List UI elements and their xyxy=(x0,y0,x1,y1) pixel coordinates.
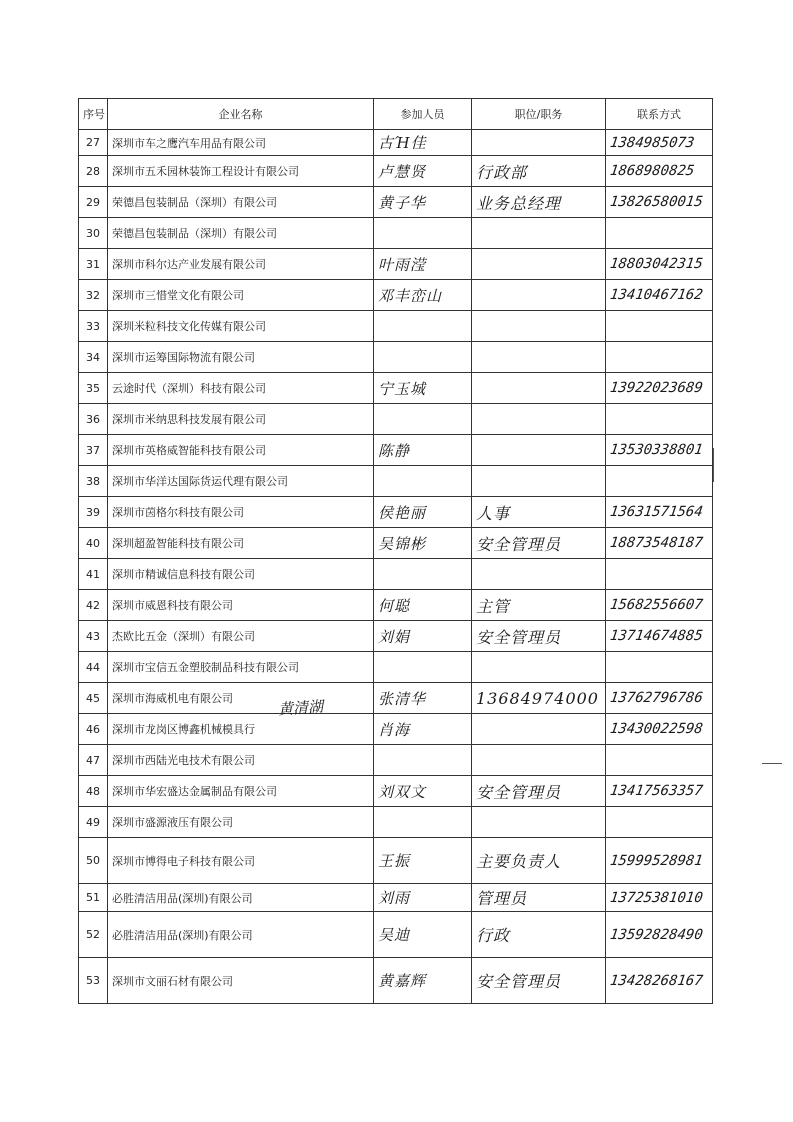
company-name: 深圳市威恩科技有限公司 xyxy=(108,590,374,621)
row-number: 35 xyxy=(79,373,108,404)
attendee-signature-cell xyxy=(374,621,472,652)
contact-phone-handwritten-cell xyxy=(606,528,713,559)
attendee-signature-cell xyxy=(374,342,472,373)
attendee-signature: 陈静 xyxy=(378,441,411,460)
company-name: 深圳米粒科技文化传媒有限公司 xyxy=(108,311,374,342)
header-attendee: 参加人员 xyxy=(374,99,472,130)
position-handwritten: 安全管理员 xyxy=(476,627,562,647)
contact-phone-handwritten-cell xyxy=(606,958,713,1004)
row-number: 52 xyxy=(79,912,108,958)
company-name: 深圳市华宏盛达金属制品有限公司 xyxy=(108,776,374,807)
position-handwritten: 管理员 xyxy=(476,889,528,908)
contact-phone-handwritten: 18803042315 xyxy=(608,256,704,272)
row-number: 50 xyxy=(79,838,108,884)
company-name: 深圳市华洋达国际货运代理有限公司 xyxy=(108,466,374,497)
table-row xyxy=(79,958,713,1004)
position-handwritten: 行政部 xyxy=(476,162,528,182)
row-number: 47 xyxy=(79,745,108,776)
attendee-signature-cell xyxy=(374,838,472,884)
attendee-signature-cell xyxy=(374,776,472,807)
header-position: 职位/职务 xyxy=(472,99,606,130)
contact-phone-handwritten-cell xyxy=(606,218,713,249)
table-row xyxy=(79,497,713,528)
contact-phone-handwritten: 1384985073 xyxy=(608,134,696,151)
row-number: 38 xyxy=(79,466,108,497)
attendee-signature-cell xyxy=(374,311,472,342)
position-handwritten-cell xyxy=(472,187,606,218)
scan-mark xyxy=(762,763,782,764)
table-row xyxy=(79,311,713,342)
attendee-signature: 侯艳丽 xyxy=(378,503,427,522)
table-row xyxy=(79,466,713,497)
table-row xyxy=(79,342,713,373)
row-number: 46 xyxy=(79,714,108,745)
handwritten-margin-note: 黄清湖 xyxy=(277,697,324,719)
company-name: 深圳市运筹国际物流有限公司 xyxy=(108,342,374,373)
company-name: 深圳市龙岗区博鑫机械模具行 xyxy=(108,714,374,745)
position-handwritten-cell xyxy=(472,311,606,342)
row-number: 49 xyxy=(79,807,108,838)
row-number: 29 xyxy=(79,187,108,218)
attendee-signature-cell xyxy=(374,497,472,528)
contact-phone-handwritten-cell xyxy=(606,280,713,311)
attendee-signature: 张清华 xyxy=(378,689,427,708)
table-row xyxy=(79,590,713,621)
position-handwritten-cell xyxy=(472,528,606,559)
position-handwritten-cell xyxy=(472,280,606,311)
company-name: 深圳市五禾园林装饰工程设计有限公司 xyxy=(108,156,374,187)
attendee-signature: 刘双文 xyxy=(378,782,427,801)
position-handwritten-cell xyxy=(472,559,606,590)
contact-phone-handwritten-cell xyxy=(606,745,713,776)
contact-phone-handwritten-cell xyxy=(606,621,713,652)
company-name: 杰欧比五金（深圳）有限公司 xyxy=(108,621,374,652)
contact-phone-handwritten-cell xyxy=(606,373,713,404)
attendee-signature-cell xyxy=(374,187,472,218)
attendee-signature-cell xyxy=(374,745,472,776)
contact-phone-handwritten: 13762796786 xyxy=(608,690,704,706)
contact-phone-handwritten-cell xyxy=(606,342,713,373)
row-number: 28 xyxy=(79,156,108,187)
row-number: 51 xyxy=(79,884,108,912)
position-handwritten-cell xyxy=(472,435,606,466)
contact-phone-handwritten: 13714674885 xyxy=(608,628,704,644)
attendee-signature-cell xyxy=(374,130,472,156)
row-number: 37 xyxy=(79,435,108,466)
table-row xyxy=(79,559,713,590)
table-row xyxy=(79,714,713,745)
company-name: 深圳市精诚信息科技有限公司 xyxy=(108,559,374,590)
contact-phone-handwritten: 13592828490 xyxy=(608,926,704,943)
company-name: 深圳超盈智能科技有限公司 xyxy=(108,528,374,559)
position-handwritten-cell xyxy=(472,714,606,745)
position-handwritten-cell xyxy=(472,958,606,1004)
contact-phone-handwritten: 13826580015 xyxy=(608,194,704,210)
contact-phone-handwritten-cell xyxy=(606,249,713,280)
attendee-signature-cell xyxy=(374,958,472,1004)
row-number: 41 xyxy=(79,559,108,590)
company-name: 必胜清洁用品(深圳)有限公司 xyxy=(108,884,374,912)
header-company: 企业名称 xyxy=(108,99,374,130)
contact-phone-handwritten: 13530338801 xyxy=(608,442,704,458)
row-number: 42 xyxy=(79,590,108,621)
table-row xyxy=(79,156,713,187)
position-handwritten-cell xyxy=(472,404,606,435)
company-name: 深圳市文丽石材有限公司 xyxy=(108,958,374,1004)
position-handwritten: 行政 xyxy=(476,926,511,945)
position-handwritten-cell xyxy=(472,249,606,280)
contact-phone-handwritten: 13410467162 xyxy=(608,287,704,303)
attendee-signature-cell xyxy=(374,559,472,590)
contact-phone-handwritten-cell xyxy=(606,912,713,958)
table-row xyxy=(79,683,713,714)
company-name: 深圳市博得电子科技有限公司 xyxy=(108,838,374,884)
contact-phone-handwritten: 13631571564 xyxy=(608,504,704,520)
position-handwritten: 安全管理员 xyxy=(476,972,562,991)
header-row xyxy=(79,99,713,130)
attendee-signature: 宁玉城 xyxy=(378,379,427,398)
position-handwritten-cell xyxy=(472,683,606,714)
row-number: 34 xyxy=(79,342,108,373)
contact-phone-handwritten: 15999528981 xyxy=(608,852,704,869)
contact-phone-handwritten: 18873548187 xyxy=(608,535,704,551)
table-row xyxy=(79,404,713,435)
contact-phone-handwritten-cell xyxy=(606,435,713,466)
contact-phone-handwritten: 1868980825 xyxy=(608,163,696,179)
attendee-signature: 卢慧贤 xyxy=(378,162,427,181)
header-contact: 联系方式 xyxy=(606,99,713,130)
table-row xyxy=(79,912,713,958)
header-no: 序号 xyxy=(79,99,108,130)
contact-phone-handwritten: 13417563357 xyxy=(608,783,704,799)
attendee-signature-cell xyxy=(374,683,472,714)
contact-phone-handwritten-cell xyxy=(606,404,713,435)
company-name: 深圳市茵格尔科技有限公司 xyxy=(108,497,374,528)
position-handwritten-cell xyxy=(472,342,606,373)
attendee-signature-cell xyxy=(374,714,472,745)
table-row xyxy=(79,807,713,838)
position-handwritten-cell xyxy=(472,590,606,621)
row-number: 32 xyxy=(79,280,108,311)
row-number: 53 xyxy=(79,958,108,1004)
attendee-signature-cell xyxy=(374,156,472,187)
position-handwritten-cell xyxy=(472,466,606,497)
attendee-signature: 肖海 xyxy=(378,720,411,739)
position-handwritten: 主要负责人 xyxy=(476,852,562,871)
contact-phone-handwritten-cell xyxy=(606,776,713,807)
attendee-signature-cell xyxy=(374,807,472,838)
company-name: 荣德昌包装制品（深圳）有限公司 xyxy=(108,218,374,249)
table-row xyxy=(79,838,713,884)
attendee-signature-cell xyxy=(374,590,472,621)
contact-phone-handwritten: 13430022598 xyxy=(608,721,704,737)
company-name: 必胜清洁用品(深圳)有限公司 xyxy=(108,912,374,958)
attendee-signature: 邓丰峦山 xyxy=(378,286,443,305)
row-number: 31 xyxy=(79,249,108,280)
row-number: 30 xyxy=(79,218,108,249)
attendee-signature: 黄子华 xyxy=(378,193,427,212)
company-name: 云途时代（深圳）科技有限公司 xyxy=(108,373,374,404)
position-handwritten-cell xyxy=(472,776,606,807)
table-row xyxy=(79,621,713,652)
row-number: 36 xyxy=(79,404,108,435)
table-row xyxy=(79,435,713,466)
contact-phone-handwritten: 13428268167 xyxy=(608,972,704,989)
row-number: 33 xyxy=(79,311,108,342)
attendee-signature-cell xyxy=(374,884,472,912)
attendee-signature-cell xyxy=(374,528,472,559)
position-handwritten-cell xyxy=(472,621,606,652)
row-number: 39 xyxy=(79,497,108,528)
row-number: 48 xyxy=(79,776,108,807)
attendee-signature: 黄嘉辉 xyxy=(378,972,427,990)
table-row xyxy=(79,776,713,807)
contact-phone-handwritten-cell xyxy=(606,156,713,187)
position-handwritten-cell xyxy=(472,497,606,528)
company-name: 深圳市米纳思科技发展有限公司 xyxy=(108,404,374,435)
position-handwritten-cell xyxy=(472,912,606,958)
contact-phone-handwritten-cell xyxy=(606,497,713,528)
position-handwritten-cell xyxy=(472,745,606,776)
table-row xyxy=(79,280,713,311)
position-handwritten: 安全管理员 xyxy=(476,534,562,554)
company-name: 深圳市宝信五金塑胶制品科技有限公司 xyxy=(108,652,374,683)
scan-mark xyxy=(713,448,714,482)
table-row xyxy=(79,249,713,280)
row-number: 43 xyxy=(79,621,108,652)
contact-phone-handwritten-cell xyxy=(606,838,713,884)
position-handwritten-cell xyxy=(472,807,606,838)
position-handwritten: 安全管理员 xyxy=(476,782,562,802)
attendee-signature-cell xyxy=(374,404,472,435)
position-handwritten: 主管 xyxy=(476,596,511,616)
attendance-table xyxy=(78,98,713,1004)
attendee-signature-cell xyxy=(374,280,472,311)
attendee-signature: 刘雨 xyxy=(378,889,411,907)
row-number: 27 xyxy=(79,130,108,156)
company-name: 深圳市科尔达产业发展有限公司 xyxy=(108,249,374,280)
company-name: 深圳市海威机电有限公司 xyxy=(108,683,374,714)
position-handwritten-cell xyxy=(472,218,606,249)
position-handwritten: 13684974000 xyxy=(476,688,599,708)
attendee-signature: 王振 xyxy=(378,852,411,870)
position-handwritten-cell xyxy=(472,130,606,156)
contact-phone-handwritten-cell xyxy=(606,807,713,838)
company-name: 荣德昌包装制品（深圳）有限公司 xyxy=(108,187,374,218)
attendee-signature-cell xyxy=(374,373,472,404)
contact-phone-handwritten-cell xyxy=(606,311,713,342)
row-number: 40 xyxy=(79,528,108,559)
company-name: 深圳市车之鹰汽车用品有限公司 xyxy=(108,130,374,156)
row-number: 44 xyxy=(79,652,108,683)
company-name: 深圳市三惜堂文化有限公司 xyxy=(108,280,374,311)
position-handwritten-cell xyxy=(472,838,606,884)
attendee-signature: 吴锦彬 xyxy=(378,534,427,553)
table-row xyxy=(79,884,713,912)
company-name: 深圳市英格威智能科技有限公司 xyxy=(108,435,374,466)
contact-phone-handwritten-cell xyxy=(606,683,713,714)
position-handwritten-cell xyxy=(472,373,606,404)
contact-phone-handwritten: 15682556607 xyxy=(608,597,704,613)
contact-phone-handwritten-cell xyxy=(606,652,713,683)
contact-phone-handwritten-cell xyxy=(606,590,713,621)
contact-phone-handwritten-cell xyxy=(606,884,713,912)
attendee-signature: 吴迪 xyxy=(378,926,411,944)
contact-phone-handwritten: 13922023689 xyxy=(608,380,704,396)
attendee-signature-cell xyxy=(374,249,472,280)
position-handwritten-cell xyxy=(472,652,606,683)
table-row xyxy=(79,745,713,776)
position-handwritten: 人事 xyxy=(476,503,511,523)
attendee-signature: 叶雨滢 xyxy=(378,255,427,274)
position-handwritten-cell xyxy=(472,884,606,912)
contact-phone-handwritten-cell xyxy=(606,559,713,590)
table-row xyxy=(79,652,713,683)
attendee-signature-cell xyxy=(374,652,472,683)
attendee-signature-cell xyxy=(374,912,472,958)
row-number: 45 xyxy=(79,683,108,714)
attendee-signature-cell xyxy=(374,435,472,466)
company-name: 深圳市西陆光电技术有限公司 xyxy=(108,745,374,776)
contact-phone-handwritten-cell xyxy=(606,714,713,745)
table-row xyxy=(79,130,713,156)
contact-phone-handwritten-cell xyxy=(606,187,713,218)
contact-phone-handwritten: 13725381010 xyxy=(608,889,704,906)
position-handwritten: 业务总经理 xyxy=(476,193,562,213)
attendee-signature: 何聪 xyxy=(378,596,411,615)
position-handwritten-cell xyxy=(472,156,606,187)
table-row xyxy=(79,218,713,249)
attendee-signature: 刘娟 xyxy=(378,627,411,646)
table-row xyxy=(79,528,713,559)
attendee-signature: 古Ή佳 xyxy=(378,134,427,152)
attendee-signature-cell xyxy=(374,466,472,497)
table-row xyxy=(79,187,713,218)
table-row xyxy=(79,373,713,404)
contact-phone-handwritten-cell xyxy=(606,130,713,156)
attendee-signature-cell xyxy=(374,218,472,249)
contact-phone-handwritten-cell xyxy=(606,466,713,497)
company-name: 深圳市盛源液压有限公司 xyxy=(108,807,374,838)
